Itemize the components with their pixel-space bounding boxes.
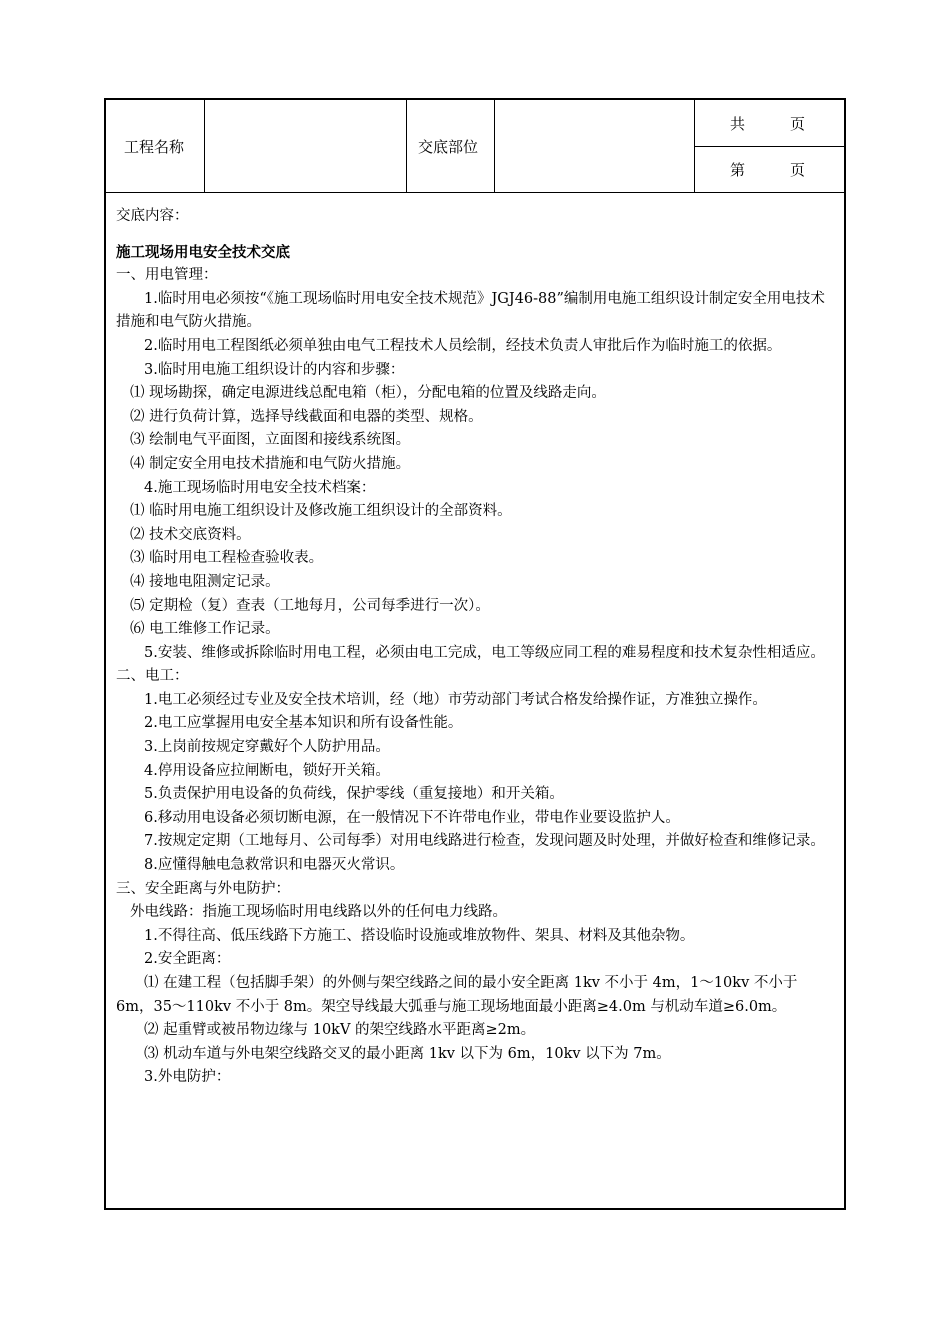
total-pages: 共 页 (730, 115, 806, 133)
content-line: ⑶ 绘制电气平面图，立面图和接线系统图。 (130, 432, 411, 449)
content-line: ⑵ 进行负荷计算，选择导线截面和电器的类型、规格。 (130, 408, 483, 425)
content-line: ⑴ 在建工程（包括脚手架）的外侧与架空线路之间的最小安全距离 1kv 不小于 4m，1～10kv 不小于 6m，35～110kv 不小于 8m。架空导线最大弧垂与施工现场地面最小距离≥4.0m 与机动车道≥6.0m。 (116, 975, 798, 1015)
content-line: 5.负责保护用电设备的负荷线，保护零线（重复接地）和开关箱。 (144, 786, 564, 803)
content-intro: 交底内容： (116, 208, 189, 224)
content-line: 1.电工必须经过专业及安全技术培训，经（地）市劳动部门考试合格发给操作证，方准独立操作。 (144, 691, 767, 708)
disclosure-content (116, 192, 836, 1090)
disclosure-form (104, 98, 846, 1210)
content-line: 2.临时用电工程图纸必须单独由电气工程技术人员绘制，经技术负责人审批后作为临时施工的依据。 (144, 337, 782, 354)
project-name-label: 工程名称 (124, 138, 185, 156)
content-line: 外电线路：指施工现场临时用电线路以外的任何电力线路。 (130, 904, 507, 921)
content-line: 1.临时用电必须按“《施工现场临时用电安全技术规范》JGJ46-88”编制用电施工组织设计制定安全用电技术措施和电气防火措施。 (116, 290, 825, 331)
content-line: 8.应懂得触电急救常识和电器灭火常识。 (144, 857, 405, 874)
content-line: ⑵ 起重臂或被吊物边缘与 10kV 的架空线路水平距离≥2m。 (144, 1022, 536, 1039)
content-line: ⑶ 临时用电工程检查验收表。 (130, 550, 324, 567)
content-line: 3.临时用电施工组织设计的内容和步骤： (144, 361, 405, 378)
content-line: ⑷ 接地电阻测定记录。 (130, 573, 280, 590)
content-line: 5.安装、维修或拆除临时用电工程，必须由电工完成，电工等级应同工程的难易程度和技术复杂性相适应。 (144, 644, 825, 661)
content-line: 6.移动用电设备必须切断电源，在一般情况下不许带电作业，带电作业要设监护人。 (144, 809, 680, 826)
content-line: 3.上岗前按规定穿戴好个人防护用品。 (144, 739, 390, 756)
content-line: 1.不得往高、低压线路下方施工、搭设临时设施或堆放物件、架具、材料及其他杂物。 (144, 927, 695, 944)
content-line: ⑶ 机动车道与外电架空线路交叉的最小距离 1kv 以下为 6m，10kv 以下为 7m。 (144, 1045, 671, 1062)
content-line: ⑹ 电工维修工作记录。 (130, 621, 280, 638)
form-header (106, 100, 844, 193)
content-title: 施工现场用电安全技术交底 (116, 243, 290, 261)
content-line: ⑷ 制定安全用电技术措施和电气防火措施。 (130, 455, 411, 472)
content-line: 三、安全距离与外电防护： (116, 880, 290, 897)
content-line: 4.施工现场临时用电安全技术档案： (144, 479, 376, 496)
divider (406, 100, 407, 192)
content-line: ⑴ 临时用电施工组织设计及修改施工组织设计的全部资料。 (130, 503, 512, 520)
divider (694, 146, 844, 147)
content-line: 3.外电防护： (144, 1069, 231, 1086)
content-line: ⑸ 定期检（复）查表（工地每月，公司每季进行一次）。 (130, 597, 490, 614)
page-number: 第 页 (730, 161, 806, 179)
content-line: 2.电工应掌握用电安全基本知识和所有设备性能。 (144, 715, 463, 732)
content-line: 二、电工： (116, 668, 189, 685)
divider (204, 100, 205, 192)
content-line: ⑵ 技术交底资料。 (130, 526, 251, 543)
content-lines (116, 264, 836, 1090)
divider (494, 100, 495, 192)
location-label: 交底部位 (418, 138, 479, 156)
content-line: 一、用电管理： (116, 267, 218, 284)
content-line: 7.按规定定期（工地每月、公司每季）对用电线路进行检查，发现问题及时处理，并做好检查和维修记录。 (144, 833, 825, 850)
content-line: 4.停用设备应拉闸断电，锁好开关箱。 (144, 762, 390, 779)
content-line: ⑴ 现场勘探，确定电源进线总配电箱（柜），分配电箱的位置及线路走向。 (130, 385, 606, 402)
content-line: 2.安全距离： (144, 951, 231, 968)
